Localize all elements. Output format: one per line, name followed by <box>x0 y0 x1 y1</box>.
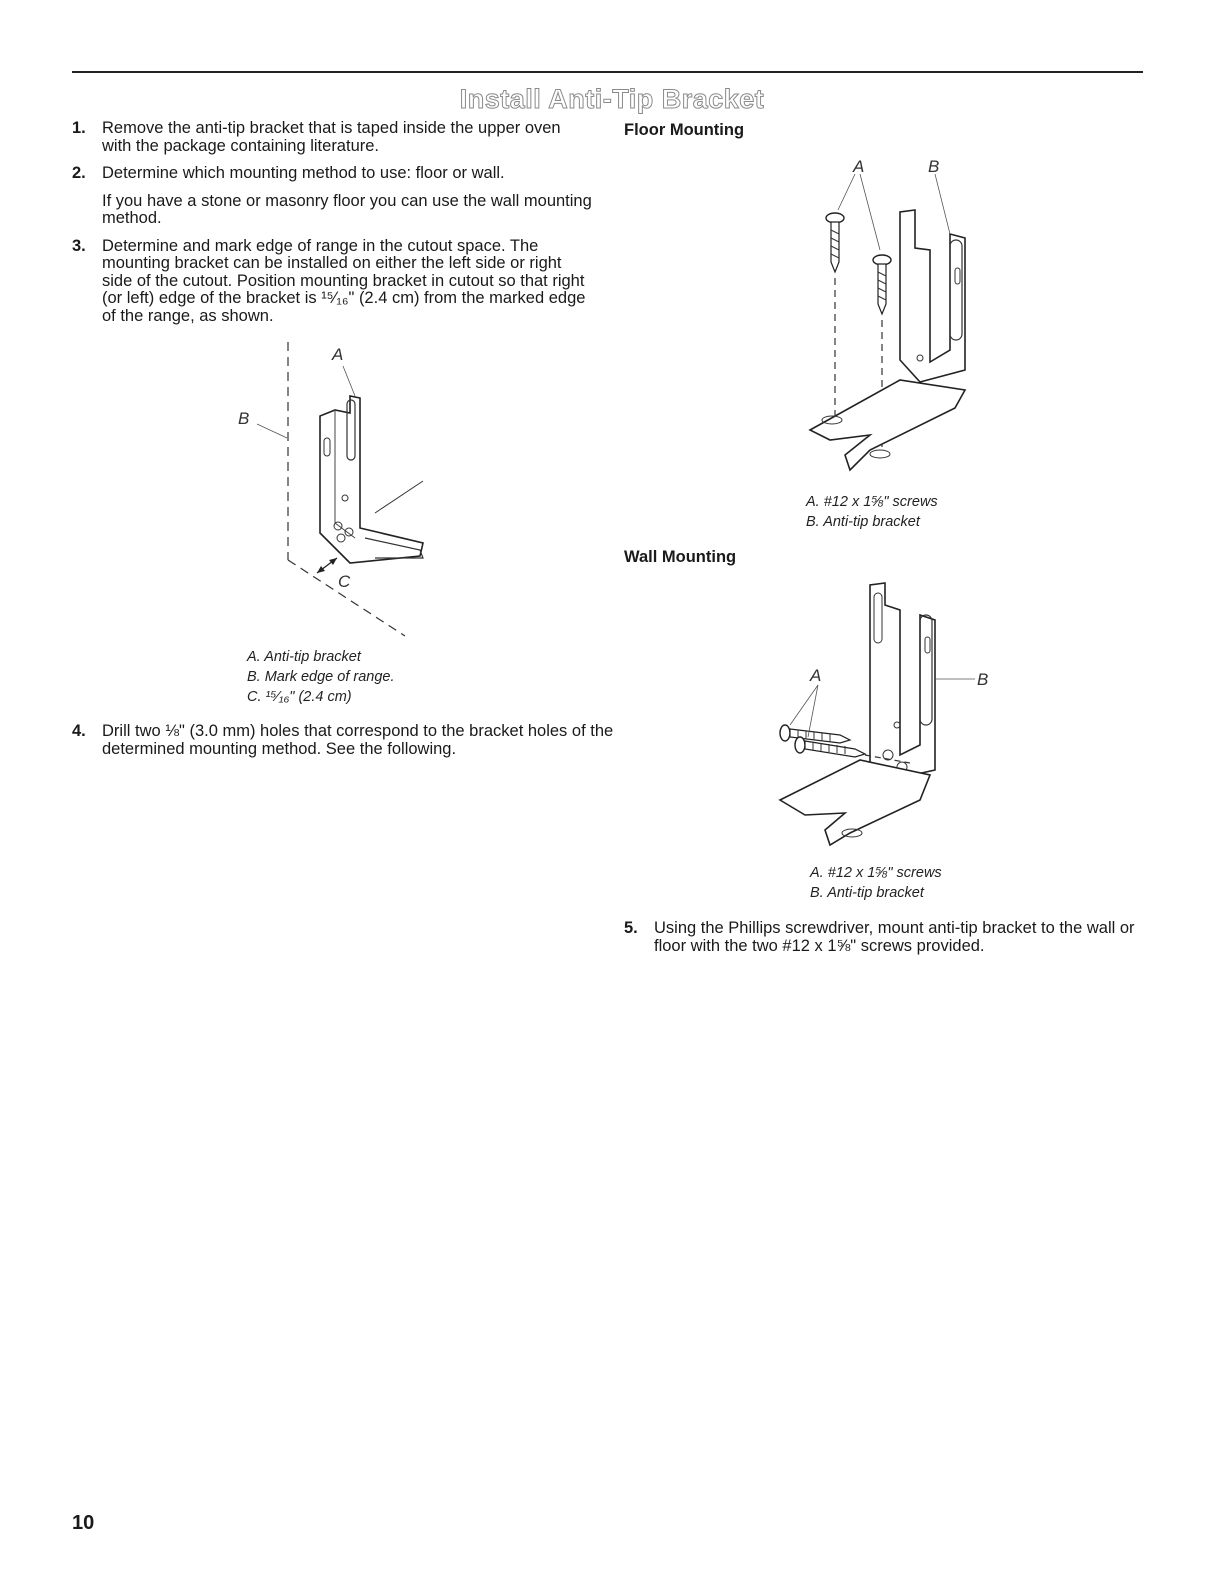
step-text: Using the Phillips screwdriver, mount anti-tip bracket to the wall or floor with the two #12 x 1⅝" screws provided. <box>654 919 1135 955</box>
step-note: If you have a stone or masonry floor you can use the wall mounting method. <box>102 191 592 227</box>
floor-mounting-illustration <box>790 150 980 490</box>
caption-line: C. ¹⁵⁄₁₆" (2.4 cm) <box>247 689 352 705</box>
floor-label-b: B <box>928 157 940 176</box>
figure1-label-b: B <box>238 409 250 428</box>
step-number: 2. <box>72 164 86 182</box>
step-number: 4. <box>72 722 86 740</box>
caption-line: A. #12 x 1⅝" screws <box>810 865 942 881</box>
wall-label-b: B <box>977 670 989 689</box>
figure1-label-a: A <box>332 345 344 364</box>
caption-line: A. #12 x 1⅝" screws <box>806 494 938 510</box>
step-text: Determine and mark edge of range in the cutout space. The mounting bracket can be installed on either the left side or right side of the cutout. Position mounting bracket in cutout so that right (or left) edge of the bracket is ¹⁵⁄₁₆" (2.4 cm) from the marked edge of the range, as shown. <box>102 236 586 325</box>
floor-mounting-captions <box>806 492 938 532</box>
step-text: Drill two ⅛" (3.0 mm) holes that correspond to the bracket holes of the determined mounting method. See the following. <box>102 722 614 758</box>
step-5 <box>624 920 1159 955</box>
step-1 <box>72 120 592 155</box>
step-3 <box>72 238 592 326</box>
caption-line: B. Mark edge of range. <box>247 669 395 685</box>
caption-line: A. Anti-tip bracket <box>247 649 361 665</box>
page-title: Install Anti-Tip Bracket <box>459 84 765 114</box>
bracket-placement-illustration <box>225 338 440 643</box>
wall-mounting-heading: Wall Mounting <box>624 548 737 566</box>
step-number: 5. <box>624 919 638 937</box>
left-column <box>72 120 592 335</box>
caption-line: B. Anti-tip bracket <box>810 885 924 901</box>
step-text: Remove the anti-tip bracket that is taped inside the upper oven with the package containing literature. <box>102 119 561 155</box>
page-number: 10 <box>72 1512 95 1534</box>
floor-mounting-heading: Floor Mounting <box>624 121 745 139</box>
step-number: 3. <box>72 236 86 255</box>
figure1-label-c: C <box>338 572 351 591</box>
step-text: Determine which mounting method to use: floor or wall. <box>102 164 505 182</box>
step-number: 1. <box>72 119 86 137</box>
caption-line: B. Anti-tip bracket <box>806 514 920 530</box>
floor-label-a: A <box>853 157 865 176</box>
wall-mounting-captions <box>810 863 942 903</box>
header-rule <box>72 71 1143 73</box>
step-4 <box>72 723 622 758</box>
step-2 <box>72 165 592 228</box>
wall-label-a: A <box>810 666 822 685</box>
figure1-captions <box>247 647 395 707</box>
wall-mounting-illustration <box>770 575 1000 860</box>
